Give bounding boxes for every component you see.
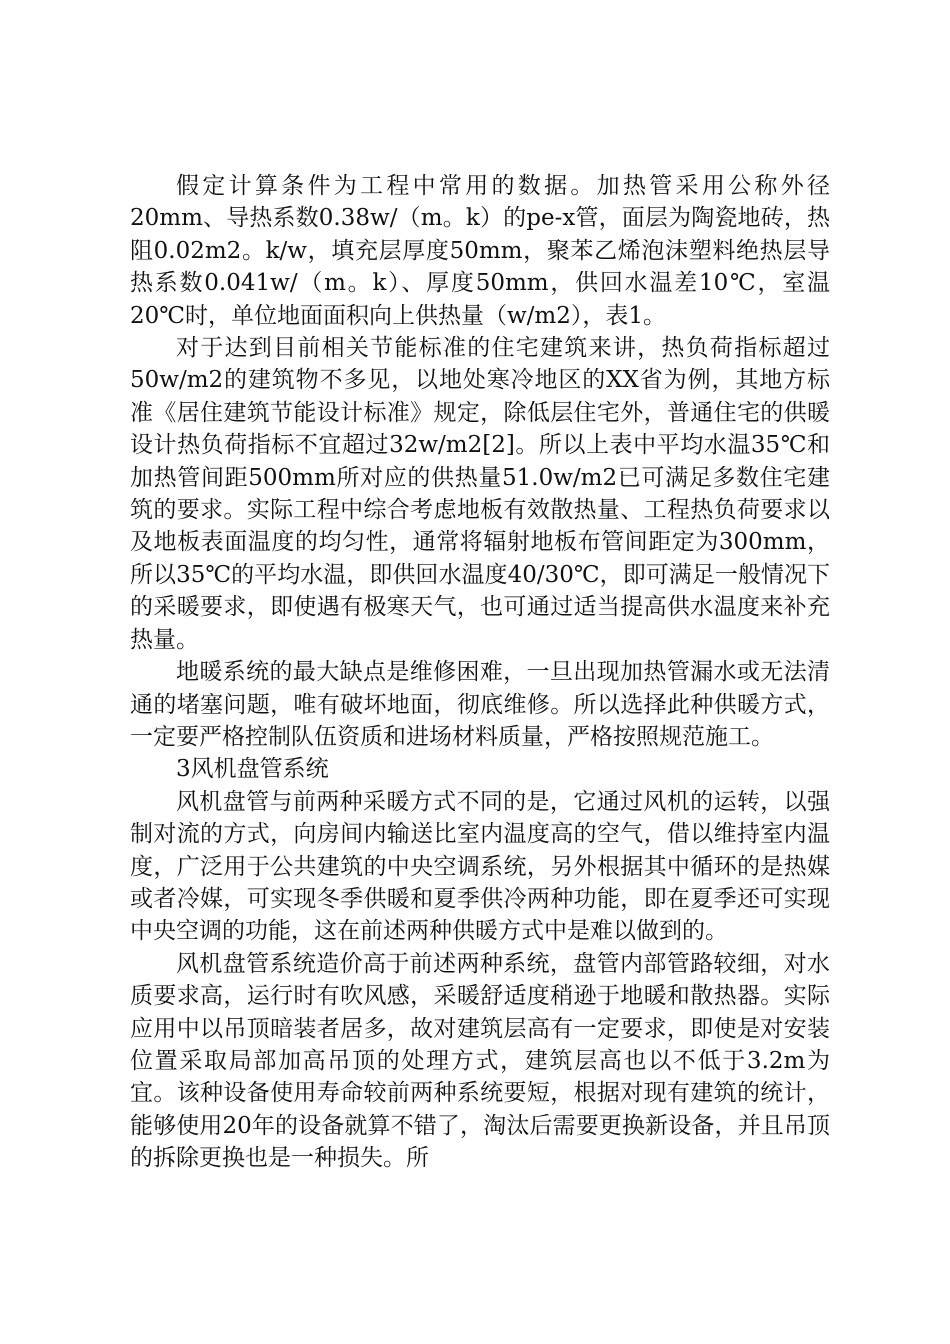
paragraph-heat-load-index: 对于达到目前相关节能标准的住宅建筑来讲，热负荷指标超过50w/m2的建筑物不多见，以地处寒冷地区的XX省为例，其地方标准《居住建筑节能设计标准》规定，除低层住宅外，普通住宅的供暖设计热负荷指标不宜超过32w/m2[2]。所以上表中平均水温35℃和加热管间距500mm所对应的供热量51.0w/m2已可满足多数住宅建筑的要求。实际工程中综合考虑地板有效散热量、工程热负荷要求以及地板表面温度的均匀性，通常将辐射地板布管间距定为300mm，所以35℃的平均水温，即供回水温度40/30℃，即可满足一般情况下的采暖要求，即使遇有极寒天气，也可通过适当提高供水温度来补充热量。 [130,335,830,653]
section-heading: 3风机盘管系统 [176,756,329,783]
paragraph-floor-heating-drawbacks: 地暖系统的最大缺点是维修困难，一旦出现加热管漏水或无法清通的堵塞问题，唯有破坏地面，彻底维修。所以选择此种供暖方式，一定要严格控制队伍资质和进场材料质量，严格按照规范施工。 [130,659,830,750]
paragraph-fan-coil-intro: 风机盘管与前两种采暖方式不同的是，它通过风机的运转，以强制对流的方式，向房间内输送比室内温度高的空气，借以维持室内温度，广泛用于公共建筑的中央空调系统，另外根据其中循环的是热媒或者冷媒，可实现冬季供暖和夏季供冷两种功能，即在夏季还可实现中央空调的功能，这在前述两种供暖方式中是难以做到的。 [130,788,830,945]
document-body [130,170,830,1175]
paragraph-fan-coil-cost: 风机盘管系统造价高于前述两种系统，盘管内部管路较细，对水质要求高，运行时有吹风感，采暖舒适度稍逊于地暖和散热器。实际应用中以吊顶暗装者居多，故对建筑层高有一定要求，即使是对安装位置采取局部加高吊顶的处理方式，建筑层高也以不低于3.2m为宜。该种设备使用寿命较前两种系统要短，根据对现有建筑的统计，能够使用20年的设备就算不错了，淘汰后需要更换新设备，并且吊顶的拆除更换也是一种损失。所 [130,950,830,1172]
paragraph-calculation-conditions: 假定计算条件为工程中常用的数据。加热管采用公称外径20mm、导热系数0.38w/（m。k）的pe-x管，面层为陶瓷地砖，热阻0.02m2。k/w，填充层厚度50mm，聚苯乙烯泡沫塑料绝热层导热系数0.041w/（m。k）、厚度50mm，供回水温差10℃，室温20℃时，单位地面面积向上供热量（w/m2），表1。 [130,173,830,329]
